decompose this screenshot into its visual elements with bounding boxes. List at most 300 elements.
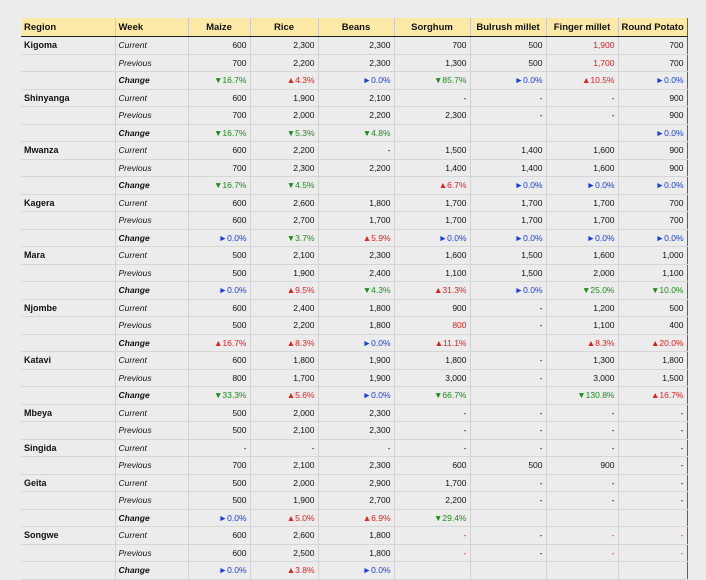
- price-cell: 900: [546, 457, 618, 475]
- table-row: [21, 37, 687, 55]
- trend-up-icon: ▲: [286, 512, 296, 523]
- change-cell: [546, 387, 618, 405]
- price-cell: -: [394, 89, 470, 107]
- week-cell: Current: [115, 527, 188, 545]
- change-cell: [318, 334, 394, 352]
- table-row: [21, 247, 687, 265]
- trend-down-icon: ▼: [433, 512, 443, 523]
- price-cell: -: [394, 404, 470, 422]
- price-cell: 600: [188, 37, 250, 55]
- change-value: 66.7%: [442, 390, 467, 401]
- trend-up-icon: ▲: [650, 390, 660, 401]
- price-cell: [470, 562, 546, 580]
- table-row: [21, 124, 687, 142]
- change-value: 0.0%: [227, 285, 247, 296]
- price-cell: 2,700: [318, 492, 394, 510]
- table-row: [21, 194, 687, 212]
- week-cell: Change: [115, 334, 188, 352]
- price-cell: 700: [188, 159, 250, 177]
- change-cell: [546, 334, 618, 352]
- week-cell: Previous: [115, 369, 188, 387]
- week-cell: Previous: [115, 107, 188, 125]
- table-row: [21, 177, 687, 195]
- price-cell: 2,000: [250, 107, 318, 125]
- change-cell: [188, 282, 250, 300]
- price-cell: -: [618, 544, 687, 562]
- change-value: 0.0%: [447, 232, 467, 243]
- change-cell: [394, 177, 470, 195]
- trend-flat-icon: ►: [362, 565, 372, 576]
- region-cell: Kigoma: [21, 37, 115, 55]
- change-cell: [318, 72, 394, 90]
- price-cell: 2,300: [250, 37, 318, 55]
- region-cell: Songwe: [21, 527, 115, 545]
- table-row: [21, 229, 687, 247]
- price-cell: 1,600: [546, 247, 618, 265]
- trend-up-icon: ▲: [362, 512, 372, 523]
- change-value: 10.5%: [590, 75, 615, 86]
- change-cell: [318, 509, 394, 527]
- price-cell: 1,800: [318, 544, 394, 562]
- week-cell: Current: [115, 89, 188, 107]
- region-cell: [21, 54, 115, 72]
- trend-flat-icon: ►: [438, 232, 448, 243]
- week-cell: Current: [115, 352, 188, 370]
- week-cell: Previous: [115, 457, 188, 475]
- price-cell: 600: [188, 299, 250, 317]
- price-cell: -: [470, 352, 546, 370]
- week-cell: Current: [115, 474, 188, 492]
- price-cell: -: [470, 422, 546, 440]
- region-cell: [21, 457, 115, 475]
- price-cell: 700: [188, 107, 250, 125]
- table-row: [21, 404, 687, 422]
- price-cell: -: [470, 89, 546, 107]
- price-cell: 600: [188, 89, 250, 107]
- price-cell: -: [546, 527, 618, 545]
- trend-flat-icon: ►: [655, 75, 665, 86]
- change-cell: [188, 124, 250, 142]
- price-cell: 2,000: [250, 404, 318, 422]
- week-cell: Change: [115, 282, 188, 300]
- table-body: [21, 37, 687, 580]
- price-cell: 1,700: [250, 369, 318, 387]
- price-cell: 600: [188, 544, 250, 562]
- trend-flat-icon: ►: [514, 285, 524, 296]
- col-header-round-potato: Round Potato: [618, 18, 687, 37]
- change-cell: [318, 124, 394, 142]
- change-value: 0.0%: [227, 232, 247, 243]
- trend-flat-icon: ►: [586, 232, 596, 243]
- price-cell: 1,200: [546, 299, 618, 317]
- price-cell: [470, 509, 546, 527]
- trend-up-icon: ▲: [213, 337, 223, 348]
- change-value: 0.0%: [371, 565, 391, 576]
- price-cell: 1,700: [546, 54, 618, 72]
- price-cell: 1,700: [546, 194, 618, 212]
- region-cell: [21, 264, 115, 282]
- change-value: 0.0%: [227, 565, 247, 576]
- trend-flat-icon: ►: [586, 180, 596, 191]
- change-cell: [470, 177, 546, 195]
- price-cell: 1,700: [470, 194, 546, 212]
- change-value: 0.0%: [595, 180, 615, 191]
- price-cell: 2,200: [318, 107, 394, 125]
- change-cell: [618, 387, 687, 405]
- change-cell: [250, 509, 318, 527]
- trend-up-icon: ▲: [286, 285, 296, 296]
- change-cell: [546, 72, 618, 90]
- change-value: 29.4%: [442, 512, 467, 523]
- change-cell: [188, 562, 250, 580]
- trend-down-icon: ▼: [433, 75, 443, 86]
- change-cell: [618, 124, 687, 142]
- week-cell: Current: [115, 142, 188, 160]
- price-cell: -: [618, 457, 687, 475]
- region-cell: Mwanza: [21, 142, 115, 160]
- change-value: 0.0%: [664, 75, 684, 86]
- price-cell: -: [546, 544, 618, 562]
- price-cell: 500: [188, 317, 250, 335]
- col-header-region: Region: [21, 18, 115, 37]
- price-cell: 1,800: [394, 352, 470, 370]
- week-cell: Current: [115, 439, 188, 457]
- price-cell: 1,400: [394, 159, 470, 177]
- price-cell: 1,100: [394, 264, 470, 282]
- trend-flat-icon: ►: [655, 232, 665, 243]
- change-cell: [188, 334, 250, 352]
- table-row: [21, 299, 687, 317]
- col-header-finger-millet: Finger millet: [546, 18, 618, 37]
- price-cell: -: [318, 142, 394, 160]
- price-cell: 2,300: [394, 107, 470, 125]
- region-cell: [21, 492, 115, 510]
- price-cell: 1,500: [618, 369, 687, 387]
- price-cell: 500: [188, 404, 250, 422]
- region-cell: [21, 369, 115, 387]
- change-cell: [250, 72, 318, 90]
- change-value: 0.0%: [523, 285, 543, 296]
- week-cell: Change: [115, 387, 188, 405]
- week-cell: Current: [115, 299, 188, 317]
- price-cell: 1,500: [470, 247, 546, 265]
- week-cell: Previous: [115, 317, 188, 335]
- change-value: 33.3%: [222, 390, 247, 401]
- price-cell: -: [546, 404, 618, 422]
- price-cell: 1,800: [318, 194, 394, 212]
- price-cell: 2,300: [318, 457, 394, 475]
- change-cell: [250, 562, 318, 580]
- region-cell: Kagera: [21, 194, 115, 212]
- trend-up-icon: ▲: [438, 180, 448, 191]
- price-cell: 1,700: [394, 474, 470, 492]
- table-row: [21, 159, 687, 177]
- price-cell: 600: [394, 457, 470, 475]
- table-row: [21, 457, 687, 475]
- change-cell: [250, 229, 318, 247]
- change-cell: [470, 282, 546, 300]
- region-cell: [21, 562, 115, 580]
- price-cell: -: [394, 439, 470, 457]
- table-row: [21, 387, 687, 405]
- price-cell: [618, 509, 687, 527]
- week-cell: Current: [115, 194, 188, 212]
- trend-down-icon: ▼: [581, 285, 591, 296]
- trend-flat-icon: ►: [218, 565, 228, 576]
- change-value: 16.7%: [222, 180, 247, 191]
- price-cell: -: [618, 474, 687, 492]
- price-cell: -: [546, 107, 618, 125]
- price-cell: 1,600: [546, 159, 618, 177]
- change-cell: [250, 387, 318, 405]
- change-cell: [470, 229, 546, 247]
- week-cell: Previous: [115, 422, 188, 440]
- table-row: [21, 142, 687, 160]
- price-cell: 1,700: [546, 212, 618, 230]
- change-cell: [618, 177, 687, 195]
- table-row: [21, 317, 687, 335]
- price-cell: 700: [394, 37, 470, 55]
- price-cell: -: [470, 369, 546, 387]
- region-cell: Mbeya: [21, 404, 115, 422]
- price-cell: 400: [618, 317, 687, 335]
- change-value: 3.7%: [295, 232, 315, 243]
- trend-up-icon: ▲: [362, 232, 372, 243]
- price-cell: 700: [618, 37, 687, 55]
- price-cell: -: [470, 317, 546, 335]
- price-cell: 500: [470, 457, 546, 475]
- price-cell: 2,400: [250, 299, 318, 317]
- price-cell: 1,800: [250, 352, 318, 370]
- trend-up-icon: ▲: [581, 75, 591, 86]
- change-cell: [250, 177, 318, 195]
- week-cell: Current: [115, 247, 188, 265]
- price-cell: -: [546, 474, 618, 492]
- change-cell: [618, 282, 687, 300]
- table-row: [21, 352, 687, 370]
- region-cell: [21, 107, 115, 125]
- price-cell: 1,800: [618, 352, 687, 370]
- price-cell: 2,300: [318, 54, 394, 72]
- change-cell: [250, 282, 318, 300]
- change-cell: [250, 334, 318, 352]
- price-cell: 2,200: [318, 159, 394, 177]
- change-value: 0.0%: [664, 127, 684, 138]
- change-value: 11.1%: [443, 337, 467, 348]
- price-cell: [470, 334, 546, 352]
- week-cell: Previous: [115, 212, 188, 230]
- trend-flat-icon: ►: [655, 127, 665, 138]
- week-cell: Previous: [115, 264, 188, 282]
- price-cell: 900: [618, 159, 687, 177]
- price-cell: 1,700: [394, 212, 470, 230]
- change-value: 31.3%: [442, 285, 467, 296]
- change-cell: [546, 282, 618, 300]
- change-cell: [394, 72, 470, 90]
- change-value: 0.0%: [664, 180, 684, 191]
- price-cell: 500: [470, 54, 546, 72]
- change-cell: [394, 334, 470, 352]
- price-cell: -: [250, 439, 318, 457]
- price-cell: 500: [188, 264, 250, 282]
- col-header-rice: Rice: [250, 18, 318, 37]
- price-cell: 600: [188, 194, 250, 212]
- trend-flat-icon: ►: [362, 337, 372, 348]
- price-cell: 1,500: [394, 142, 470, 160]
- region-cell: [21, 177, 115, 195]
- price-cell: [470, 387, 546, 405]
- change-value: 0.0%: [371, 390, 391, 401]
- price-cell: 2,700: [250, 212, 318, 230]
- price-cell: 2,200: [394, 492, 470, 510]
- change-value: 8.3%: [295, 337, 315, 348]
- price-cell: 600: [188, 142, 250, 160]
- price-cell: [470, 124, 546, 142]
- change-value: 6.9%: [371, 512, 391, 523]
- price-cell: 2,500: [250, 544, 318, 562]
- trend-down-icon: ▼: [362, 285, 372, 296]
- change-value: 16.7%: [222, 337, 247, 348]
- price-cell: 900: [394, 299, 470, 317]
- change-cell: [394, 509, 470, 527]
- change-cell: [188, 387, 250, 405]
- price-cell: 1,900: [318, 352, 394, 370]
- price-cell: 1,700: [470, 212, 546, 230]
- change-cell: [250, 124, 318, 142]
- trend-up-icon: ▲: [286, 390, 296, 401]
- change-value: 0.0%: [523, 75, 543, 86]
- change-value: 3.8%: [295, 565, 315, 576]
- region-cell: [21, 212, 115, 230]
- price-cell: -: [470, 299, 546, 317]
- price-cell: 2,000: [250, 474, 318, 492]
- change-cell: [394, 282, 470, 300]
- week-cell: Previous: [115, 492, 188, 510]
- table-row: [21, 422, 687, 440]
- col-header-sorghum: Sorghum: [394, 18, 470, 37]
- region-cell: [21, 509, 115, 527]
- price-cell: 1,800: [318, 317, 394, 335]
- region-cell: [21, 229, 115, 247]
- price-cell: -: [470, 492, 546, 510]
- price-cell: 2,100: [250, 422, 318, 440]
- change-value: 4.8%: [371, 127, 391, 138]
- price-cell: 500: [188, 247, 250, 265]
- week-cell: Previous: [115, 54, 188, 72]
- change-cell: [318, 387, 394, 405]
- change-cell: [546, 229, 618, 247]
- trend-flat-icon: ►: [655, 180, 665, 191]
- price-cell: 500: [188, 492, 250, 510]
- change-cell: [618, 334, 687, 352]
- trend-flat-icon: ►: [514, 75, 524, 86]
- trend-down-icon: ▼: [433, 390, 443, 401]
- price-cell: 1,900: [250, 264, 318, 282]
- region-cell: [21, 422, 115, 440]
- region-cell: Geita: [21, 474, 115, 492]
- trend-down-icon: ▼: [650, 285, 660, 296]
- price-cell: 2,400: [318, 264, 394, 282]
- price-cell: 2,300: [318, 404, 394, 422]
- price-cell: 2,200: [250, 54, 318, 72]
- week-cell: Change: [115, 229, 188, 247]
- price-cell: 2,600: [250, 194, 318, 212]
- price-cell: 800: [188, 369, 250, 387]
- price-cell: -: [618, 492, 687, 510]
- change-cell: [188, 72, 250, 90]
- price-cell: 1,800: [318, 527, 394, 545]
- price-cell: 700: [618, 54, 687, 72]
- trend-down-icon: ▼: [213, 127, 223, 138]
- col-header-beans: Beans: [318, 18, 394, 37]
- price-cell: 500: [188, 422, 250, 440]
- trend-up-icon: ▲: [650, 337, 660, 348]
- price-cell: -: [470, 527, 546, 545]
- price-cell: -: [394, 422, 470, 440]
- col-header-bulrush-millet: Bulrush millet: [470, 18, 546, 37]
- price-cell: 3,000: [394, 369, 470, 387]
- price-cell: 900: [618, 107, 687, 125]
- price-cell: -: [546, 422, 618, 440]
- price-cell: -: [470, 439, 546, 457]
- price-cell: 700: [188, 457, 250, 475]
- table-row: [21, 107, 687, 125]
- change-value: 16.7%: [222, 75, 247, 86]
- price-cell: 1,300: [394, 54, 470, 72]
- price-cell: 1,000: [618, 247, 687, 265]
- price-cell: 2,100: [318, 89, 394, 107]
- change-value: 0.0%: [523, 180, 543, 191]
- change-value: 10.0%: [659, 285, 684, 296]
- change-value: 5.6%: [295, 390, 315, 401]
- price-cell: 2,300: [318, 37, 394, 55]
- trend-flat-icon: ►: [362, 75, 372, 86]
- trend-flat-icon: ►: [218, 232, 228, 243]
- price-cell: 2,600: [250, 527, 318, 545]
- change-cell: [188, 509, 250, 527]
- trend-down-icon: ▼: [286, 232, 296, 243]
- price-cell: 2,900: [318, 474, 394, 492]
- week-cell: Change: [115, 177, 188, 195]
- trend-down-icon: ▼: [286, 180, 296, 191]
- price-cell: 2,100: [250, 457, 318, 475]
- trend-up-icon: ▲: [434, 337, 444, 348]
- price-cell: -: [470, 474, 546, 492]
- change-value: 4.5%: [295, 180, 315, 191]
- price-cell: -: [394, 544, 470, 562]
- price-cell: 1,900: [318, 369, 394, 387]
- trend-down-icon: ▼: [213, 180, 223, 191]
- price-cell: 1,100: [546, 317, 618, 335]
- change-value: 25.0%: [590, 285, 615, 296]
- week-cell: Change: [115, 124, 188, 142]
- price-cell: 700: [618, 212, 687, 230]
- region-cell: [21, 387, 115, 405]
- change-value: 16.7%: [659, 390, 684, 401]
- trend-flat-icon: ►: [514, 232, 524, 243]
- trend-down-icon: ▼: [213, 390, 223, 401]
- week-cell: Current: [115, 404, 188, 422]
- table-row: [21, 264, 687, 282]
- change-cell: [394, 229, 470, 247]
- header-row: [21, 18, 687, 37]
- change-value: 85.7%: [442, 75, 467, 86]
- change-value: 0.0%: [227, 512, 247, 523]
- region-cell: Singida: [21, 439, 115, 457]
- price-cell: 700: [618, 194, 687, 212]
- price-cell: 500: [188, 474, 250, 492]
- region-cell: [21, 124, 115, 142]
